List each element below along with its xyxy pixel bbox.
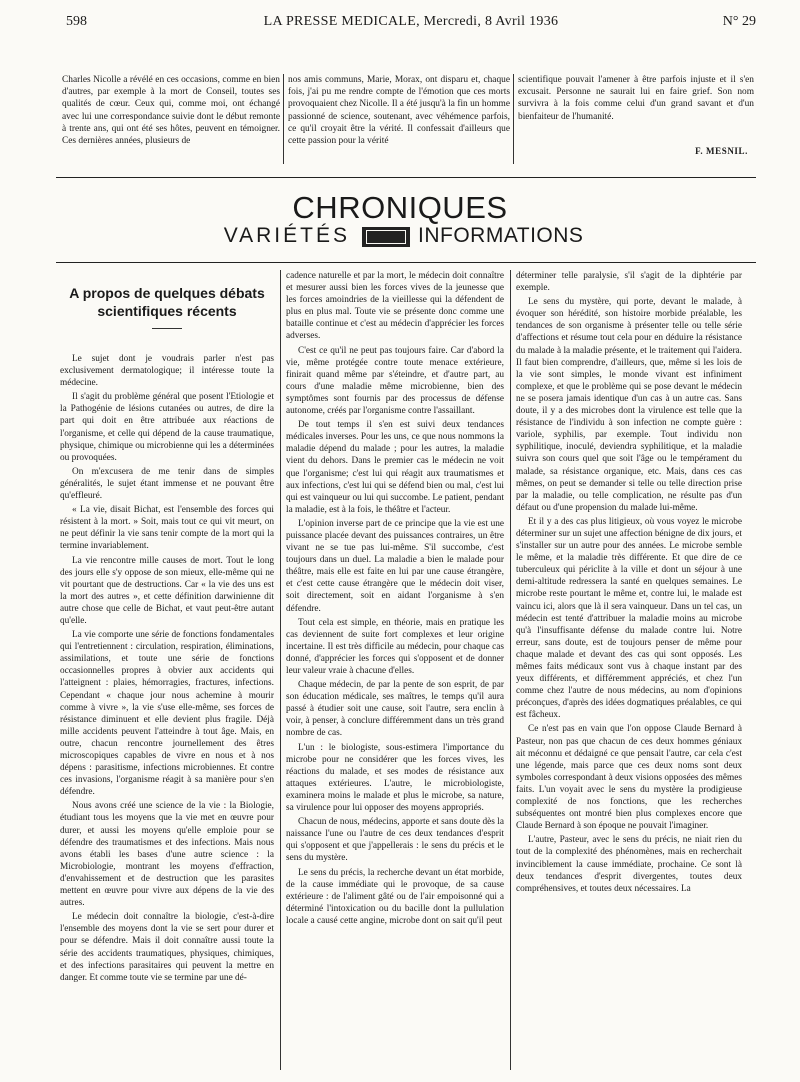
page-number: 598 bbox=[66, 14, 87, 29]
article-column-1 bbox=[60, 270, 274, 986]
paragraph: « La vie, disait Bichat, est l'ensemble des forces qui résistent à la mort. » Soit, mais tout ce qui vit meurt, on ne peut définir la vie sans tenir compte de la mort qui la termine invariablement. bbox=[60, 505, 274, 552]
obituary-continuation bbox=[62, 74, 752, 174]
section-rule bbox=[56, 177, 756, 178]
top-column-3: scientifique pouvait l'amener à être parfois injuste et il s'en excusait. Personne ne saurait lui en faire grief. Son nom survivra à la fois comme celui d'un grand savant et d'un bienfaiteur de l'humanité. bbox=[518, 75, 754, 122]
title-rule bbox=[152, 328, 182, 329]
subtitle-right: INFORMATIONS bbox=[418, 224, 584, 247]
masthead-rule bbox=[56, 262, 756, 263]
article-column-2 bbox=[286, 270, 504, 929]
paragraph: La vie rencontre mille causes de mort. Tout le long des jours elle s'y oppose de son mieux, elle-même qui ne vit pourtant que de destructions. Car « la vie des uns est la mort des autres », et cette définition darwinienne dit autre chose que celle de Bichat, et vaut peut-être autant qu'elle. bbox=[60, 555, 274, 626]
paragraph: cadence naturelle et par la mort, le médecin doit connaître et mesurer aussi bien les forces vives de la jeunesse que les forces amoindries de la vieillesse qui la défendent de plus en plus mal. Toute vie se présente donc comme une bataille continue et c'est au médecin d'apprécier les forces adverses. bbox=[286, 271, 504, 342]
column-divider bbox=[283, 74, 284, 164]
column-divider bbox=[280, 270, 281, 1070]
paragraph: C'est ce qu'il ne peut pas toujours faire. Car d'abord la vie, même protégée contre toute menace extérieure, finirait quand même par s'éteindre, et d'autre part, au cours d'une maladie même microbienne, bien des symptômes sont fournis par des processus de défense autonome, créés par l'organisme contre l'assaillant. bbox=[286, 345, 504, 417]
paragraph: L'opinion inverse part de ce principe que la vie est une puissance placée devant des puissances contraires, un être vivant ne se tue pas lui-même. S'il succombe, c'est toujours dans un duel. La maladie a bien le malade pour théâtre, mais elle est faite en lui par une cause étrangère, et c'est cette cause étrangère que le médecin doit viser, soit directement, soit en aidant l'organisme à s'en défendre. bbox=[286, 518, 504, 614]
issue-number: N° 29 bbox=[722, 14, 756, 29]
page-header bbox=[66, 14, 756, 32]
paragraph: Le sujet dont je voudrais parler n'est pas exclusivement dermatologique; il intéresse toute la médecine. bbox=[60, 354, 274, 389]
paragraph: Le médecin doit connaître la biologie, c'est-à-dire l'ensemble des moyens dont la vie se sert pour durer et pour se défendre. Mais il doit connaître aussi toute la série des accidents traumatiques, physiques, chimiques, et des infections parasitaires qui peuvent la mettre en danger. Et comme toute vie se termine par une dé- bbox=[60, 912, 274, 983]
paragraph: Et il y a des cas plus litigieux, où vous voyez le microbe déterminer sur un sujet une affection bénigne de dix jours, et s'installer sur un autre pour des années. Le microbe semble le même, et la maladie très différente. Et que dire de ce tuberculeux qui périclite à la ville et dont un séjour à une demi-altitude redressera la santé en quelques semaines. Le microbe reste pourtant le même et, contre lui, le malade est vaincu ici, alors que là il sera vainqueur. Dans un tel cas, un médecin est tenté d'attribuer la maladie moins au microbe qu'à l'insuffisante défense du malade contre lui. Notre erreur, sans doute, est de toujours penser de même pour chaque malade et devant des cas qui sont opposés. Les mêmes faits médicaux sont vus à chaque instant par des yeux différents, et différemment appréciés, et chez l'un comme chez l'autre de nous médecins, au nom d'opinions préconçues, d'après des idées dogmatiques préalables, ce qui est fâcheux. bbox=[516, 516, 742, 721]
article-title: A propos de quelques débats scientifiques récents bbox=[69, 285, 265, 319]
top-column-1: Charles Nicolle a révélé en ces occasions, comme en bien d'autres, par exemple à la mort de Conseil, toutes ses qualités de cœur. Ceux qui, comme moi, ont échangé avec lui une correspondance suivie dont le début remonte à trente ans, qui ont été ses hôtes, peuvent en témoigner. Ces dernières années, plusieurs de bbox=[62, 75, 280, 147]
top-column-2: nos amis communs, Marie, Morax, ont disparu et, chaque fois, j'ai pu me rendre compte de l'émotion que ces morts provoquaient chez Nicolle. Il a été jusqu'à la fin un homme passionné de science, soutenant, avec véhémence parfois, ce qu'il croyait être la vérité. Il confessait d'ailleurs que cette passion pour la vérité bbox=[288, 75, 510, 147]
paragraph: Le sens du précis, la recherche devant un état morbide, de la cause immédiate qui le provoque, de sa cause extérieure : de l'aliment gâté ou de l'air empoisonné qui a déterminé l'intoxication ou du bacille dont la pullulation locale a causé cette angine, microbe dont on sait qu'il peut bbox=[286, 867, 504, 926]
paragraph: Tout cela est simple, en théorie, mais en pratique les cas deviennent de suite fort complexes et leur origine incertaine. Il est très difficile au médecin, pour chaque cas donné, d'apprécier les forces qui s'opposent et de donner leur valeur vraie à chacune d'elles. bbox=[286, 617, 504, 676]
paragraph: L'autre, Pasteur, avec le sens du précis, ne niait rien du tout de la complexité des phénomènes, mais en recherchait invinciblement la cause immédiate, prochaine. Ce sont là deux tendances d'esprit divergentes, toutes deux compréhensives, et toutes deux nécessaires. La bbox=[516, 835, 742, 894]
paragraph: Il s'agit du problème général que posent l'Etiologie et la Pathogénie de lésions cutanées ou autres, de dire la part qui doit en être attribuée aux réactions de l'organisme, et celle qui dépend de la cause traumatique, physique, chimique ou microbienne qui les a déterminées ou provoquées. bbox=[60, 392, 274, 463]
article-body bbox=[56, 270, 756, 1070]
paragraph: Nous avons créé une science de la vie : la Biologie, étudiant tous les moyens que la vie met en œuvre pour durer, et aussi les moyens qu'elle emploie pour se défendre des traumatismes et des infections. Mais nous avons établi les bases d'une autre science : la Microbiologie, montrant les moyens d'effraction, d'envahissement et de destruction que les parasites mettent en œuvre pour vivre aux dépens de la vie des autres. bbox=[60, 801, 274, 909]
paragraph: Chacun de nous, médecins, apporte et sans doute dès la naissance l'une ou l'autre de ces deux tendances d'esprit qui s'opposent et que j'appellerais : le sens du précis et le sens du mystère. bbox=[286, 817, 504, 864]
subtitle-left: VARIÉTÉS bbox=[223, 224, 350, 247]
section-masthead bbox=[0, 190, 800, 247]
paragraph: On m'excusera de me tenir dans de simples généralités, le sujet étant immense et ne pouvant être qu'effleuré. bbox=[60, 466, 274, 502]
signature: F. MESNIL. bbox=[695, 146, 748, 156]
column-divider bbox=[510, 270, 511, 1070]
article-column-3 bbox=[516, 270, 742, 897]
paragraph: Ce n'est pas en vain que l'on oppose Claude Bernard à Pasteur, non pas que chacun de ces deux hommes géniaux ait méconnu et dédaigné ce que pensait l'autre, car cela c'est une légende, mais parce que ces deux noms sont deux symboles correspondant à deux visions opposées des mêmes faits. L'un voyait avec le sens du mystère la prodigieuse complexité de nos fonctions, que les recherches subséquentes ont montré bien plus complexes encore que Claude Bernard à son époque ne pouvait l'imaginer. bbox=[516, 724, 742, 832]
paragraph: L'un : le biologiste, sous-estimera l'importance du microbe pour ne considérer que les forces vives, les réactions du malade, et ses modes de résistance aux attaques extérieures. L'autre, le microbiologiste, examinera moins le malade et plus le microbe, sa nature, sa virulence pour lui opposer des moyens appropriés. bbox=[286, 742, 504, 814]
section-title: CHRONIQUES bbox=[292, 190, 508, 225]
paragraph: déterminer telle paralysie, s'il s'agit de la diphtérie par exemple. bbox=[516, 271, 742, 294]
paragraph: Chaque médecin, de par la pente de son esprit, de par son éducation médicale, ses maîtres, le temps qu'il aura passé à étudier soit une cause, soit l'autre, sera enclin à voir, à penser, à conclure différemment dans un très grand nombre de cas. bbox=[286, 680, 504, 739]
paragraph: Le sens du mystère, qui porte, devant le malade, à évoquer son hérédité, son histoire morbide préalable, les tendances de son organisme à présenter telle ou telle série d'affections et résume tout cela pour en déduire la résistance du malade à la maladie présente, et le traitement qui l'aidera. Il faut bien comprendre, d'ailleurs, que, même si les lois de la vie sont simples, le monde vivant est infiniment complexe, et que le problème qui se pose devant le médecin ne se posera jamais identique d'un cas à un autre cas. Sans doute, il y a des microbes dont la virulence est telle que la résistance de l'individu à son infection ne compte guère : variole, syphilis, par exemple. Tout individu non syphilitique, inoculé, deviendra syphilitique, et la maladie suivra son cours quel que soit l'âge ou le tempérament du malade, sa résistance organique, etc. Mais, dans ces cas mêmes, on peut se demander si telle ou telle direction prise par la maladie, ou telle complication, ne résulte pas d'un défaut ou d'une propension du malade lui-même. bbox=[516, 297, 742, 513]
ornament-icon bbox=[362, 227, 410, 247]
paragraph: De tout temps il s'en est suivi deux tendances médicales inverses. Pour les uns, ce que nous nommons la maladie dépend du malade ; pour les autres, la maladie vient du dehors. Dans le premier cas le médecin ne voit que l'organisme; c'est lui qui réagit aux traumatismes et aux infections, c'est lui qui se défend bien ou mal, c'est lui qui est vainqueur ou lui qui succombe. Le patient, pendant la maladie, est à la fois, le théâtre et l'acteur. bbox=[286, 420, 504, 515]
column-divider bbox=[513, 74, 514, 164]
journal-title: LA PRESSE MEDICALE, Mercredi, 8 Avril 1936 bbox=[263, 14, 559, 29]
paragraph: La vie comporte une série de fonctions fondamentales qui l'entretiennent : circulation, respiration, éliminations, assimilations, et toute une série de fonctions occasionnelles propres à obvier aux accidents qui l'atteignent : plaies, hémorragies, fractures, infections. Cependant « chaque jour nous achemine à mourir comme à vivre », la vie s'use elle-même, ses forces de résistance diminuent et elle devient plus fragile. Déjà mille accidents peuvent l'atteindre à tout âge. Mais, en outre, chacun rencontre journellement des êtres microscopiques capables de vivre en nous et à nos dépens : parasitisme, infections microbiennes. Et contre ces invasions, l'organisme réagit à sa manière pour s'en défendre. bbox=[60, 630, 274, 798]
